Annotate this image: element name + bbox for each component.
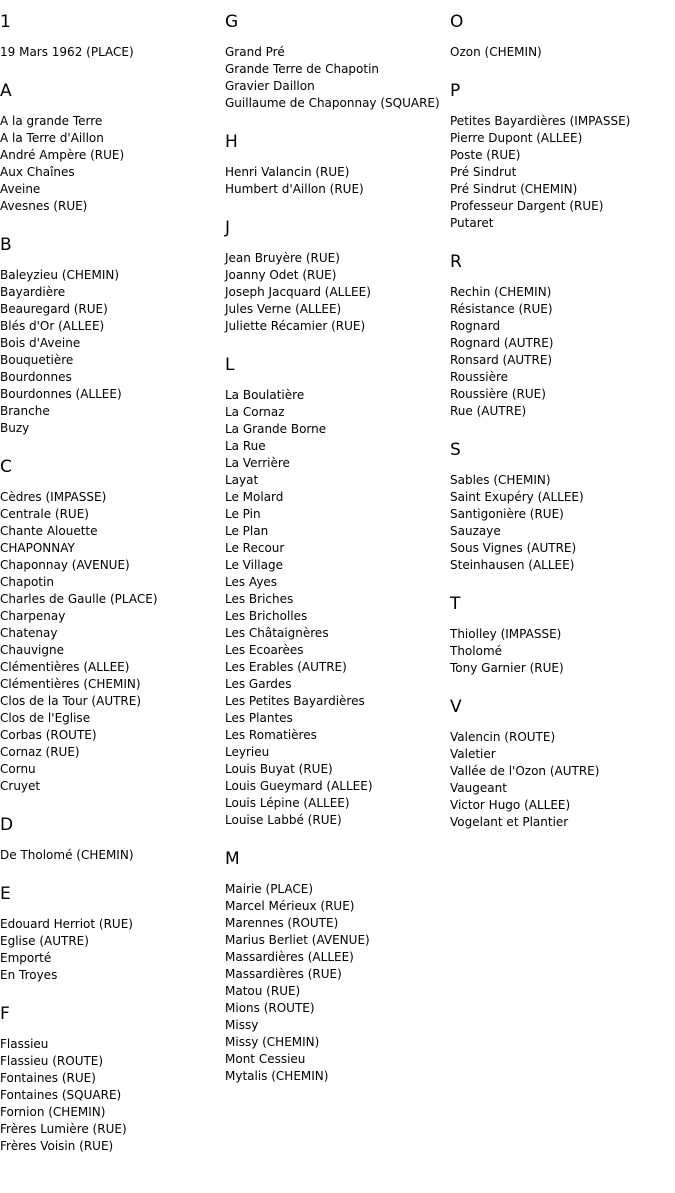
street-link[interactable]: Victor Hugo (ALLEE): [450, 798, 571, 812]
street-link[interactable]: Corbas (ROUTE): [0, 728, 97, 742]
street-list: [450, 729, 675, 831]
street-list: [0, 916, 225, 984]
letter-section: [225, 130, 450, 198]
street-link[interactable]: Louis Lépine (ALLEE): [225, 796, 350, 810]
street-link[interactable]: La Rue: [225, 439, 266, 453]
street-link[interactable]: Marcel Mérieux (RUE): [225, 899, 355, 913]
street-link[interactable]: Vogelant et Plantier: [450, 815, 569, 829]
street-link[interactable]: A la Terre d'Aillon: [0, 131, 104, 145]
street-link[interactable]: Valencin (ROUTE): [450, 730, 556, 744]
section-letter-heading: R: [450, 252, 462, 272]
street-link[interactable]: Leyrieu: [225, 745, 270, 759]
street-link[interactable]: Charpenay: [0, 609, 66, 623]
street-link[interactable]: Rognard: [450, 319, 501, 333]
street-link[interactable]: Valetier: [450, 747, 496, 761]
street-link[interactable]: Les Erables (AUTRE): [225, 660, 347, 674]
street-link[interactable]: Chapotin: [0, 575, 54, 589]
street-link[interactable]: Humbert d'Aillon (RUE): [225, 182, 364, 196]
street-link[interactable]: André Ampère (RUE): [0, 148, 125, 162]
letter-section: [0, 233, 225, 437]
section-letter-heading: L: [225, 355, 235, 375]
street-link[interactable]: Steinhausen (ALLEE): [450, 558, 575, 572]
street-link[interactable]: Layat: [225, 473, 259, 487]
street-link[interactable]: Tony Garnier (RUE): [450, 661, 564, 675]
street-link[interactable]: Grande Terre de Chapotin: [225, 62, 380, 76]
street-link[interactable]: Fontaines (SQUARE): [0, 1088, 122, 1102]
street-link[interactable]: Pré Sindrut (CHEMIN): [450, 182, 578, 196]
street-link[interactable]: Cornu: [0, 762, 36, 776]
letter-section: [225, 216, 450, 335]
street-list: [0, 1036, 225, 1155]
street-link[interactable]: Massardières (RUE): [225, 967, 342, 981]
section-letter-heading: P: [450, 81, 461, 101]
section-letter-heading: O: [450, 12, 464, 32]
street-link[interactable]: Les Plantes: [225, 711, 293, 725]
letter-section: [225, 847, 450, 1085]
letter-section: [0, 813, 225, 864]
street-link[interactable]: Juliette Récamier (RUE): [225, 319, 366, 333]
street-link[interactable]: Gravier Daillon: [225, 79, 315, 93]
street-link[interactable]: Emporté: [0, 951, 52, 965]
street-link[interactable]: Sous Vignes (AUTRE): [450, 541, 577, 555]
street-list: [450, 284, 675, 420]
street-list: [0, 44, 225, 61]
street-list: [0, 113, 225, 215]
letter-section: [225, 353, 450, 829]
street-link[interactable]: Les Romatières: [225, 728, 317, 742]
section-letter-heading: H: [225, 132, 238, 152]
street-index-column-1: [0, 10, 225, 1173]
street-link[interactable]: Avesnes (RUE): [0, 199, 88, 213]
street-link[interactable]: Joanny Odet (RUE): [225, 268, 337, 282]
street-link[interactable]: Saint Exupéry (ALLEE): [450, 490, 584, 504]
street-link[interactable]: Chauvigne: [0, 643, 64, 657]
street-index-column-2: [225, 10, 450, 1103]
street-link[interactable]: Mytalis (CHEMIN): [225, 1069, 329, 1083]
street-link[interactable]: Ozon (CHEMIN): [450, 45, 542, 59]
street-link[interactable]: Bourdonnes: [0, 370, 72, 384]
street-list: [0, 267, 225, 437]
street-link[interactable]: En Troyes: [0, 968, 58, 982]
street-link[interactable]: Marennes (ROUTE): [225, 916, 339, 930]
letter-section: [450, 438, 675, 574]
street-link[interactable]: Jean Bruyère (RUE): [225, 251, 340, 265]
street-link[interactable]: Chante Alouette: [0, 524, 98, 538]
letter-section: [0, 882, 225, 984]
street-link[interactable]: Centrale (RUE): [0, 507, 89, 521]
street-link[interactable]: Branche: [0, 404, 50, 418]
letter-section: [0, 1002, 225, 1155]
street-link[interactable]: Poste (RUE): [450, 148, 521, 162]
street-link[interactable]: 19 Mars 1962 (PLACE): [0, 45, 134, 59]
street-link[interactable]: Flassieu: [0, 1037, 49, 1051]
section-letter-heading: B: [0, 235, 12, 255]
street-link[interactable]: CHAPONNAY: [0, 541, 75, 555]
street-link[interactable]: Mairie (PLACE): [225, 882, 314, 896]
section-letter-heading: A: [0, 81, 12, 101]
street-link[interactable]: Massardières (ALLEE): [225, 950, 354, 964]
street-list: [0, 489, 225, 795]
street-link[interactable]: Fornion (CHEMIN): [0, 1105, 106, 1119]
street-link[interactable]: Matou (RUE): [225, 984, 301, 998]
street-link[interactable]: Rue (AUTRE): [450, 404, 527, 418]
street-link[interactable]: Guillaume de Chaponnay (SQUARE): [225, 96, 440, 110]
section-letter-heading: M: [225, 849, 240, 869]
street-link[interactable]: Joseph Jacquard (ALLEE): [225, 285, 371, 299]
street-link[interactable]: Le Molard: [225, 490, 284, 504]
street-link[interactable]: Santigonière (RUE): [450, 507, 564, 521]
street-list: [450, 472, 675, 574]
street-link[interactable]: Le Recour: [225, 541, 285, 555]
section-letter-heading: E: [0, 884, 11, 904]
street-link[interactable]: Le Pin: [225, 507, 261, 521]
street-link[interactable]: Aux Chaînes: [0, 165, 75, 179]
section-letter-heading: 1: [0, 12, 11, 32]
street-link[interactable]: Aveine: [0, 182, 41, 196]
street-list: [225, 250, 450, 335]
street-link[interactable]: Louis Buyat (RUE): [225, 762, 333, 776]
street-list: [225, 44, 450, 112]
street-link[interactable]: Missy (CHEMIN): [225, 1035, 320, 1049]
street-link[interactable]: Les Petites Bayardières: [225, 694, 365, 708]
street-link[interactable]: Fontaines (RUE): [0, 1071, 96, 1085]
section-letter-heading: J: [225, 218, 231, 238]
street-link[interactable]: Blés d'Or (ALLEE): [0, 319, 105, 333]
street-link[interactable]: Résistance (RUE): [450, 302, 553, 316]
street-link[interactable]: Roussière (RUE): [450, 387, 546, 401]
street-link[interactable]: Flassieu (ROUTE): [0, 1054, 104, 1068]
letter-section: [450, 592, 675, 677]
street-link[interactable]: Cornaz (RUE): [0, 745, 80, 759]
street-link[interactable]: Rechin (CHEMIN): [450, 285, 552, 299]
letter-section: [0, 79, 225, 215]
street-link[interactable]: Bayardière: [0, 285, 66, 299]
letter-section: [0, 455, 225, 795]
street-link[interactable]: Mions (ROUTE): [225, 1001, 315, 1015]
letter-section: [450, 695, 675, 831]
street-list: [225, 881, 450, 1085]
street-link[interactable]: Grand Pré: [225, 45, 285, 59]
street-list: [450, 44, 675, 61]
section-letter-heading: C: [0, 457, 12, 477]
street-link[interactable]: Ronsard (AUTRE): [450, 353, 553, 367]
street-link[interactable]: La Grande Borne: [225, 422, 327, 436]
section-letter-heading: S: [450, 440, 461, 460]
street-link[interactable]: Henri Valancin (RUE): [225, 165, 350, 179]
street-link[interactable]: Clos de l'Eglise: [0, 711, 91, 725]
street-link[interactable]: Edouard Herriot (RUE): [0, 917, 133, 931]
street-link[interactable]: Mont Cessieu: [225, 1052, 306, 1066]
street-link[interactable]: Tholomé: [450, 644, 503, 658]
street-link[interactable]: Thiolley (IMPASSE): [450, 627, 562, 641]
street-list: [450, 626, 675, 677]
street-link[interactable]: Les Ecoarèes: [225, 643, 304, 657]
section-letter-heading: G: [225, 12, 239, 32]
street-link[interactable]: La Boulatière: [225, 388, 305, 402]
letter-section: [0, 10, 225, 61]
street-link[interactable]: De Tholomé (CHEMIN): [0, 848, 134, 862]
street-link[interactable]: Rognard (AUTRE): [450, 336, 554, 350]
street-link[interactable]: Cèdres (IMPASSE): [0, 490, 107, 504]
street-link[interactable]: Chaponnay (AVENUE): [0, 558, 130, 572]
street-link[interactable]: Vallée de l'Ozon (AUTRE): [450, 764, 600, 778]
street-link[interactable]: Vaugeant: [450, 781, 507, 795]
street-link[interactable]: A la grande Terre: [0, 114, 103, 128]
street-link[interactable]: Bourdonnes (ALLEE): [0, 387, 122, 401]
street-link[interactable]: Buzy: [0, 421, 30, 435]
street-link[interactable]: Cruyet: [0, 779, 41, 793]
street-link[interactable]: Bouquetière: [0, 353, 74, 367]
street-link[interactable]: Le Village: [225, 558, 283, 572]
street-link[interactable]: Les Bricholles: [225, 609, 308, 623]
street-link[interactable]: Pierre Dupont (ALLEE): [450, 131, 583, 145]
street-link[interactable]: La Cornaz: [225, 405, 285, 419]
street-link[interactable]: Pré Sindrut: [450, 165, 517, 179]
street-link[interactable]: Les Châtaignères: [225, 626, 329, 640]
street-link[interactable]: Louise Labbé (RUE): [225, 813, 342, 827]
street-link[interactable]: Les Gardes: [225, 677, 292, 691]
street-link[interactable]: Clos de la Tour (AUTRE): [0, 694, 142, 708]
street-link[interactable]: Frères Voisin (RUE): [0, 1139, 114, 1153]
street-link[interactable]: Petites Bayardières (IMPASSE): [450, 114, 631, 128]
street-link[interactable]: Louis Gueymard (ALLEE): [225, 779, 373, 793]
street-link[interactable]: Les Ayes: [225, 575, 278, 589]
letter-section: [450, 10, 675, 61]
street-link[interactable]: Roussière: [450, 370, 509, 384]
section-letter-heading: D: [0, 815, 14, 835]
letter-section: [225, 10, 450, 112]
street-link[interactable]: Clémentières (CHEMIN): [0, 677, 141, 691]
letter-section: [450, 79, 675, 232]
street-index-column-3: [450, 10, 675, 849]
street-link[interactable]: Eglise (AUTRE): [0, 934, 89, 948]
section-letter-heading: T: [450, 594, 461, 614]
street-link[interactable]: Le Plan: [225, 524, 269, 538]
street-link[interactable]: Jules Verne (ALLEE): [225, 302, 342, 316]
street-link[interactable]: Sables (CHEMIN): [450, 473, 551, 487]
street-link[interactable]: Sauzaye: [450, 524, 501, 538]
street-link[interactable]: Putaret: [450, 216, 494, 230]
section-letter-heading: V: [450, 697, 462, 717]
street-list: [450, 113, 675, 232]
street-link[interactable]: Professeur Dargent (RUE): [450, 199, 604, 213]
letter-section: [450, 250, 675, 420]
section-letter-heading: F: [0, 1004, 10, 1024]
street-link[interactable]: Chatenay: [0, 626, 58, 640]
street-link[interactable]: Baleyzieu (CHEMIN): [0, 268, 120, 282]
street-link[interactable]: La Verrière: [225, 456, 290, 470]
street-list: [225, 164, 450, 198]
street-link[interactable]: Bois d'Aveine: [0, 336, 81, 350]
street-link[interactable]: Frères Lumière (RUE): [0, 1122, 127, 1136]
street-link[interactable]: Clémentières (ALLEE): [0, 660, 130, 674]
street-list: [0, 847, 225, 864]
street-link[interactable]: Charles de Gaulle (PLACE): [0, 592, 158, 606]
street-link[interactable]: Beauregard (RUE): [0, 302, 108, 316]
street-link[interactable]: Les Briches: [225, 592, 294, 606]
street-link[interactable]: Marius Berliet (AVENUE): [225, 933, 370, 947]
street-link[interactable]: Missy: [225, 1018, 259, 1032]
street-list: [225, 387, 450, 829]
